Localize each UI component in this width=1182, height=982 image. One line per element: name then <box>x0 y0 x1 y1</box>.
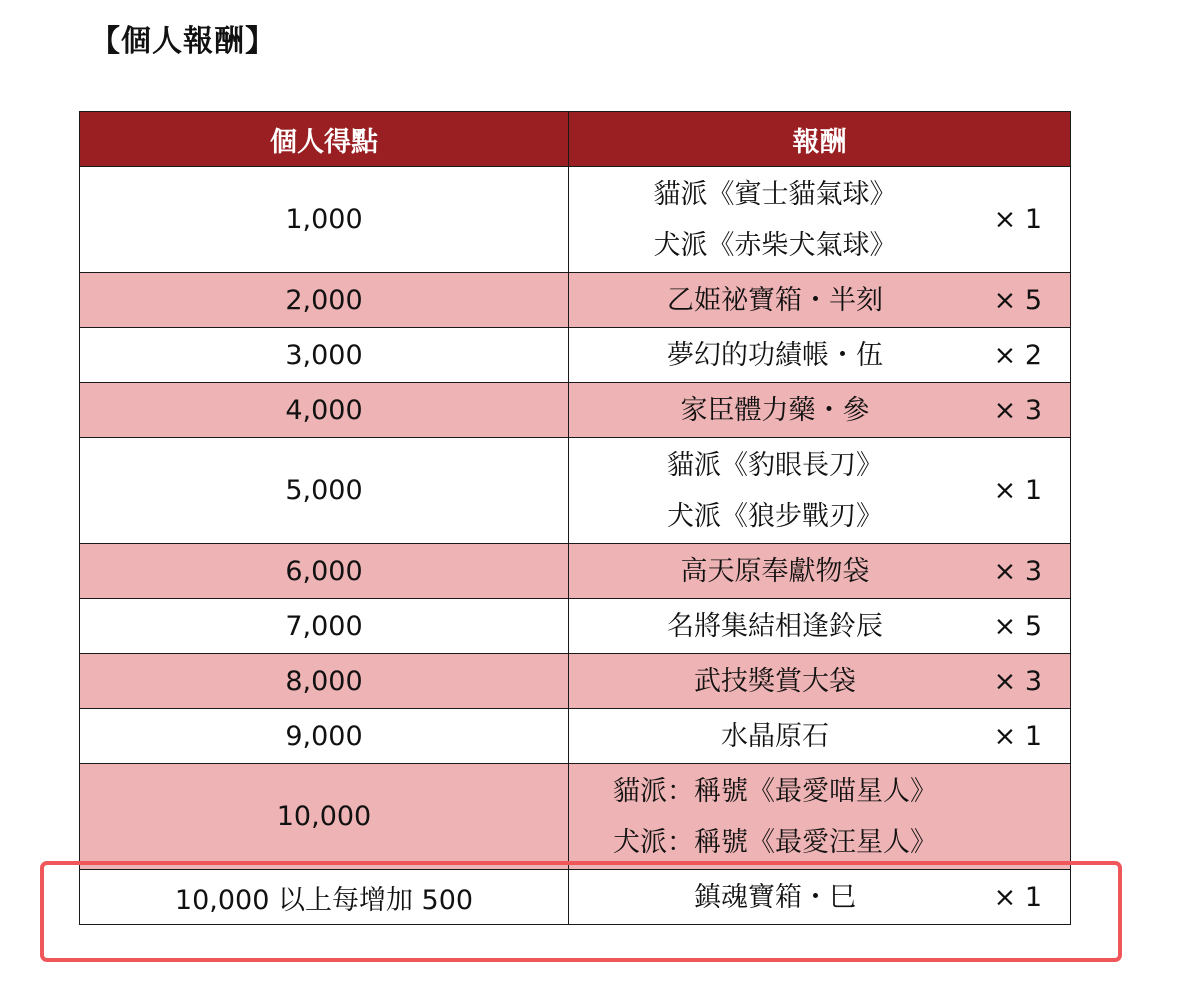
reward-item: 貓派《賓士貓氣球》 <box>653 178 897 210</box>
reward-cell <box>569 764 1071 870</box>
reward-item: 名將集結相逢鈴辰 <box>667 610 883 642</box>
reward-cell <box>569 167 1071 273</box>
reward-quantity: × 5 <box>993 610 1042 642</box>
reward-cell <box>569 709 1071 764</box>
reward-cell <box>569 654 1071 709</box>
points-cell: 3,000 <box>80 328 569 383</box>
section-heading: 【個人報酬】 <box>90 24 276 59</box>
header-points: 個人得點 <box>80 112 569 167</box>
reward-item: 犬派《狼步戰刃》 <box>667 500 883 532</box>
table-row <box>80 328 1071 383</box>
table-row <box>80 764 1071 870</box>
reward-item: 乙姫祕寶箱・半刻 <box>667 284 883 316</box>
points-cell: 6,000 <box>80 544 569 599</box>
highlight-box <box>40 861 1122 962</box>
table-row <box>80 167 1071 273</box>
personal-rewards-table <box>79 111 1071 925</box>
table-row <box>80 438 1071 544</box>
points-cell: 8,000 <box>80 654 569 709</box>
table-row <box>80 709 1071 764</box>
reward-quantity: × 3 <box>993 394 1042 426</box>
reward-cell <box>569 599 1071 654</box>
reward-item: 犬派：稱號《最愛汪星人》 <box>613 826 937 858</box>
reward-cell <box>569 544 1071 599</box>
table-row <box>80 383 1071 438</box>
points-cell: 4,000 <box>80 383 569 438</box>
reward-quantity: × 1 <box>993 475 1042 506</box>
reward-quantity: × 1 <box>993 881 1042 913</box>
table-header-row <box>80 112 1071 167</box>
reward-item: 貓派：稱號《最愛喵星人》 <box>613 775 937 807</box>
reward-item: 水晶原石 <box>721 720 829 752</box>
reward-item: 貓派《豹眼長刀》 <box>667 449 883 481</box>
reward-quantity: × 3 <box>993 665 1042 697</box>
points-cell: 9,000 <box>80 709 569 764</box>
reward-item: 武技獎賞大袋 <box>694 665 856 697</box>
reward-quantity: × 5 <box>993 284 1042 316</box>
reward-item: 犬派《赤柴犬氣球》 <box>653 229 897 261</box>
reward-item: 鎮魂寶箱・巳 <box>694 881 856 913</box>
points-cell: 1,000 <box>80 167 569 273</box>
reward-cell <box>569 438 1071 544</box>
reward-cell <box>569 383 1071 438</box>
table-row <box>80 654 1071 709</box>
reward-quantity: × 3 <box>993 555 1042 587</box>
points-cell: 10,000 <box>80 764 569 870</box>
points-cell: 5,000 <box>80 438 569 544</box>
reward-cell <box>569 273 1071 328</box>
reward-quantity: × 1 <box>993 720 1042 752</box>
reward-item: 夢幻的功績帳・伍 <box>667 339 883 371</box>
table-row <box>80 544 1071 599</box>
table-row <box>80 273 1071 328</box>
reward-quantity: × 2 <box>993 339 1042 371</box>
points-cell: 2,000 <box>80 273 569 328</box>
reward-quantity: × 1 <box>993 204 1042 235</box>
header-reward: 報酬 <box>569 112 1071 167</box>
table-row <box>80 599 1071 654</box>
reward-item: 高天原奉獻物袋 <box>680 555 870 587</box>
reward-cell <box>569 328 1071 383</box>
points-cell: 10,000 以上每增加 500 <box>80 870 569 925</box>
reward-item: 家臣體力藥・參 <box>680 394 870 426</box>
points-cell: 7,000 <box>80 599 569 654</box>
